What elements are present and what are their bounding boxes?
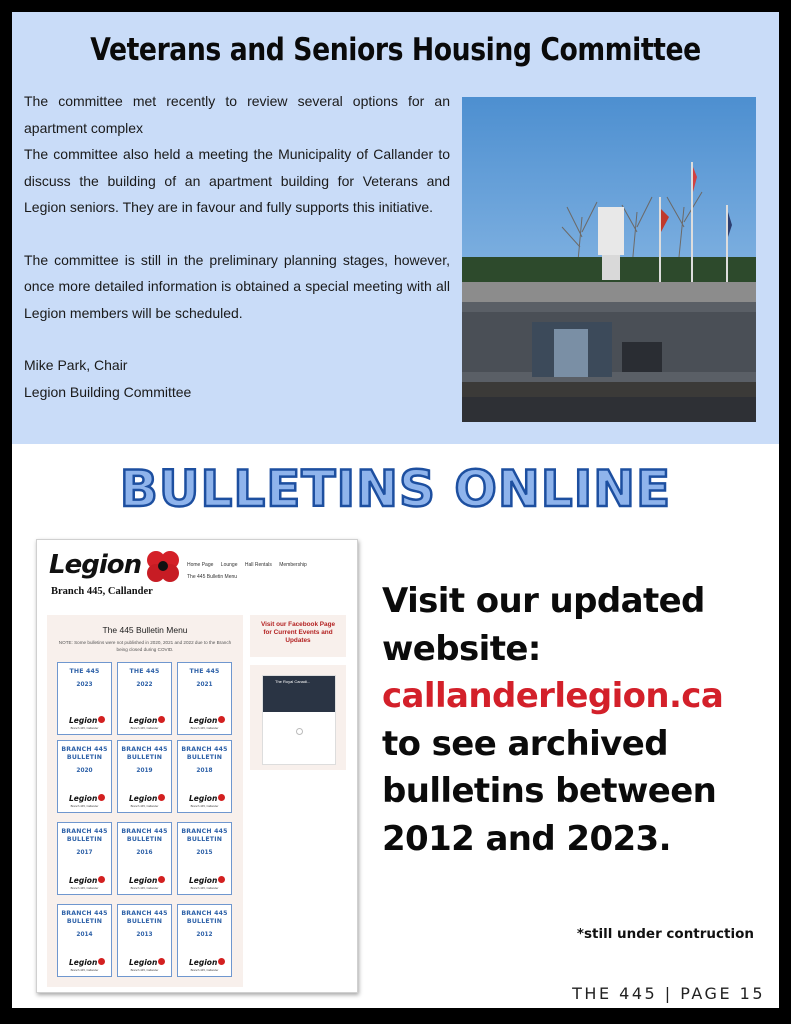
housing-paragraph-2: The committee also held a meeting the Municipality of Callander to discuss the building of an apartment building for Veterans and Legion seniors. They are in favour and fully supports this initiative. xyxy=(24,146,450,215)
bulletin-card[interactable]: BRANCH 445 BULLETIN 2016 Legion Branch 445, Callander xyxy=(117,822,172,895)
nav-home[interactable]: Home Page xyxy=(187,562,214,568)
visit-line-2: website: xyxy=(382,628,541,669)
visit-line-3: to see archived xyxy=(382,723,668,764)
visit-website-text xyxy=(382,578,777,864)
poppy-icon xyxy=(145,548,181,584)
visit-line-1: Visit our updated xyxy=(382,581,705,621)
bulletin-card[interactable]: THE 445 2023 Legion Branch 445, Callander xyxy=(57,662,112,735)
housing-title: Veterans and Seniors Housing Committee xyxy=(90,32,701,68)
construction-note: *still under contruction xyxy=(576,926,754,942)
housing-paragraph-3: The committee is still in the preliminary planning stages, however, once more detailed information is obtained a special meeting with all Legion members will be scheduled. xyxy=(24,251,450,321)
bulletin-card[interactable]: BRANCH 445 BULLETIN 2014 Legion Branch 445, Callander xyxy=(57,904,112,977)
nav-lounge[interactable]: Lounge xyxy=(220,562,238,568)
housing-committee-section xyxy=(12,12,779,444)
website-url-link[interactable]: callanderlegion.ca xyxy=(382,676,724,717)
bulletins-online-heading: BULLETINS ONLINE xyxy=(119,460,672,518)
legion-logo xyxy=(49,550,179,602)
visit-line-5: 2012 and 2023. xyxy=(382,818,671,859)
bulletin-menu-panel xyxy=(47,615,243,987)
loading-spinner-icon xyxy=(296,728,303,735)
facebook-link[interactable]: Visit our Facebook Page for Current Events and Updates xyxy=(260,621,336,644)
website-screenshot xyxy=(36,539,358,993)
bulletin-card[interactable]: THE 445 2022 Legion Branch 445, Callander xyxy=(117,662,172,735)
bulletin-card[interactable]: BRANCH 445 BULLETIN 2012 Legion Branch 445, Callander xyxy=(177,904,232,977)
facebook-link-panel xyxy=(250,615,346,657)
facebook-page-name: The Royal Canadi... xyxy=(275,679,311,684)
bulletin-menu-title: The 445 Bulletin Menu xyxy=(102,625,188,635)
legion-building-photo xyxy=(462,97,756,422)
bulletin-card[interactable]: BRANCH 445 BULLETIN 2019 Legion Branch 445, Callander xyxy=(117,740,172,813)
facebook-widget xyxy=(250,665,346,770)
bulletin-card[interactable]: BRANCH 445 BULLETIN 2013 Legion Branch 445, Callander xyxy=(117,904,172,977)
housing-paragraph-1: The committee met recently to review several options for an apartment complex xyxy=(24,93,450,136)
facebook-cover xyxy=(263,676,335,712)
bulletin-card[interactable]: BRANCH 445 BULLETIN 2017 Legion Branch 445, Callander xyxy=(57,822,112,895)
visit-line-4: bulletins between xyxy=(382,771,717,812)
logo-word: Legion xyxy=(49,550,142,580)
signature-name: Mike Park, Chair xyxy=(24,357,128,373)
logo-branch: Branch 445, Callander xyxy=(51,586,153,597)
page-footer: THE 445 | PAGE 15 xyxy=(572,984,765,1003)
bulletin-card[interactable]: BRANCH 445 BULLETIN 2015 Legion Branch 445, Callander xyxy=(177,822,232,895)
bulletin-card[interactable]: BRANCH 445 BULLETIN 2020 Legion Branch 445, Callander xyxy=(57,740,112,813)
newsletter-page xyxy=(12,12,779,1008)
bulletin-card[interactable]: BRANCH 445 BULLETIN 2018 Legion Branch 445, Callander xyxy=(177,740,232,813)
nav-bulletin-menu[interactable]: The 445 Bulletin Menu xyxy=(187,574,238,580)
signature-role: Legion Building Committee xyxy=(24,383,192,400)
site-nav xyxy=(187,562,352,580)
nav-membership[interactable]: Membership xyxy=(279,562,307,568)
bulletin-card[interactable]: THE 445 2021 Legion Branch 445, Callander xyxy=(177,662,232,735)
housing-body xyxy=(24,88,450,405)
bulletin-menu-note: NOTE: Some bulletins were not published in 2020, 2021 and 2022 due to the Branch being closed during COVID. xyxy=(58,640,232,652)
nav-hall-rentals[interactable]: Hall Rentals xyxy=(244,562,272,568)
